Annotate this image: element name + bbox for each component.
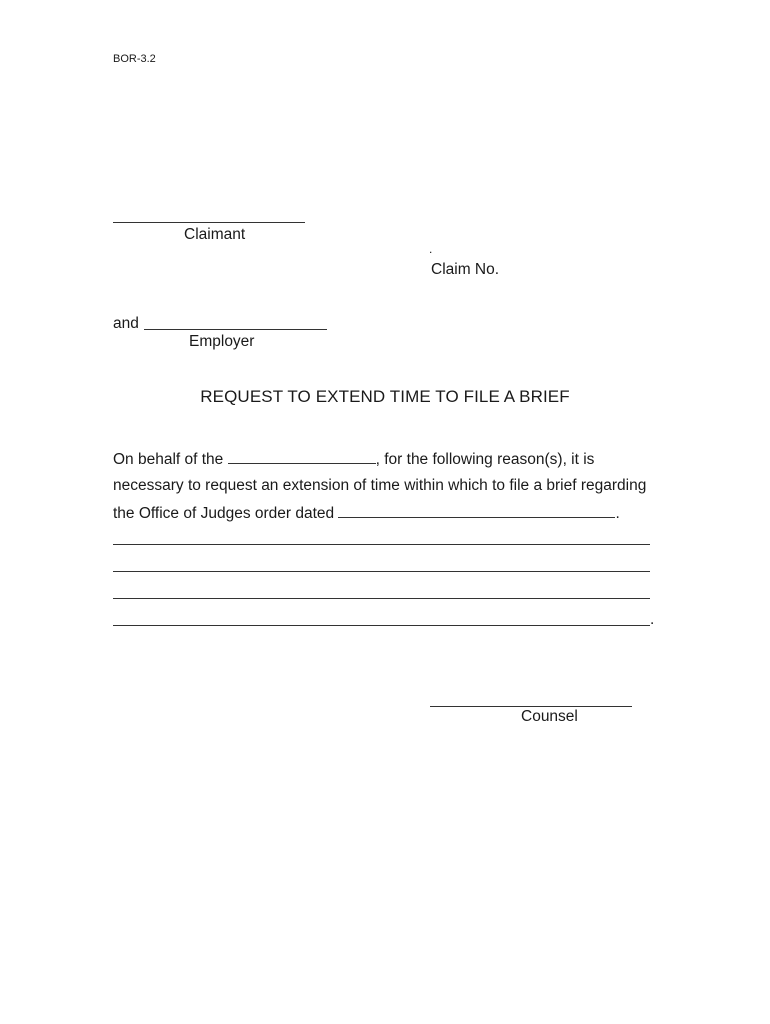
- claim-number-label: Claim No.: [431, 261, 500, 278]
- signature-line[interactable]: [430, 706, 632, 707]
- paragraph-line-1-start: On behalf of the: [113, 451, 224, 468]
- paragraph-line-1-end: , for the following reason(s), it is: [375, 451, 595, 468]
- reasons-end-period: .: [650, 611, 655, 628]
- paragraph-line-3-start: the Office of Judges order dated: [113, 505, 335, 522]
- claim-number-dot: .: [429, 242, 433, 256]
- reason-line-4[interactable]: [113, 625, 650, 626]
- claimant-label: Claimant: [184, 226, 246, 243]
- reason-line-1[interactable]: [113, 544, 650, 545]
- party-blank[interactable]: [228, 449, 376, 464]
- signature-label: Counsel: [521, 708, 578, 725]
- reason-line-3[interactable]: [113, 598, 650, 599]
- order-date-blank[interactable]: [338, 503, 615, 518]
- paragraph-line-3-end: .: [615, 505, 620, 522]
- paragraph-line-3: [113, 503, 620, 523]
- employer-prefix: and: [113, 315, 139, 332]
- claimant-name-line[interactable]: [113, 222, 305, 223]
- document-title: REQUEST TO EXTEND TIME TO FILE A BRIEF: [200, 387, 570, 406]
- form-id: BOR-3.2: [113, 53, 156, 65]
- paragraph-line-1: [113, 449, 594, 469]
- reason-line-2[interactable]: [113, 571, 650, 572]
- paragraph-line-2: necessary to request an extension of time within which to file a brief regarding: [113, 477, 647, 494]
- employer-name-line[interactable]: [144, 329, 327, 330]
- employer-label: Employer: [189, 333, 255, 350]
